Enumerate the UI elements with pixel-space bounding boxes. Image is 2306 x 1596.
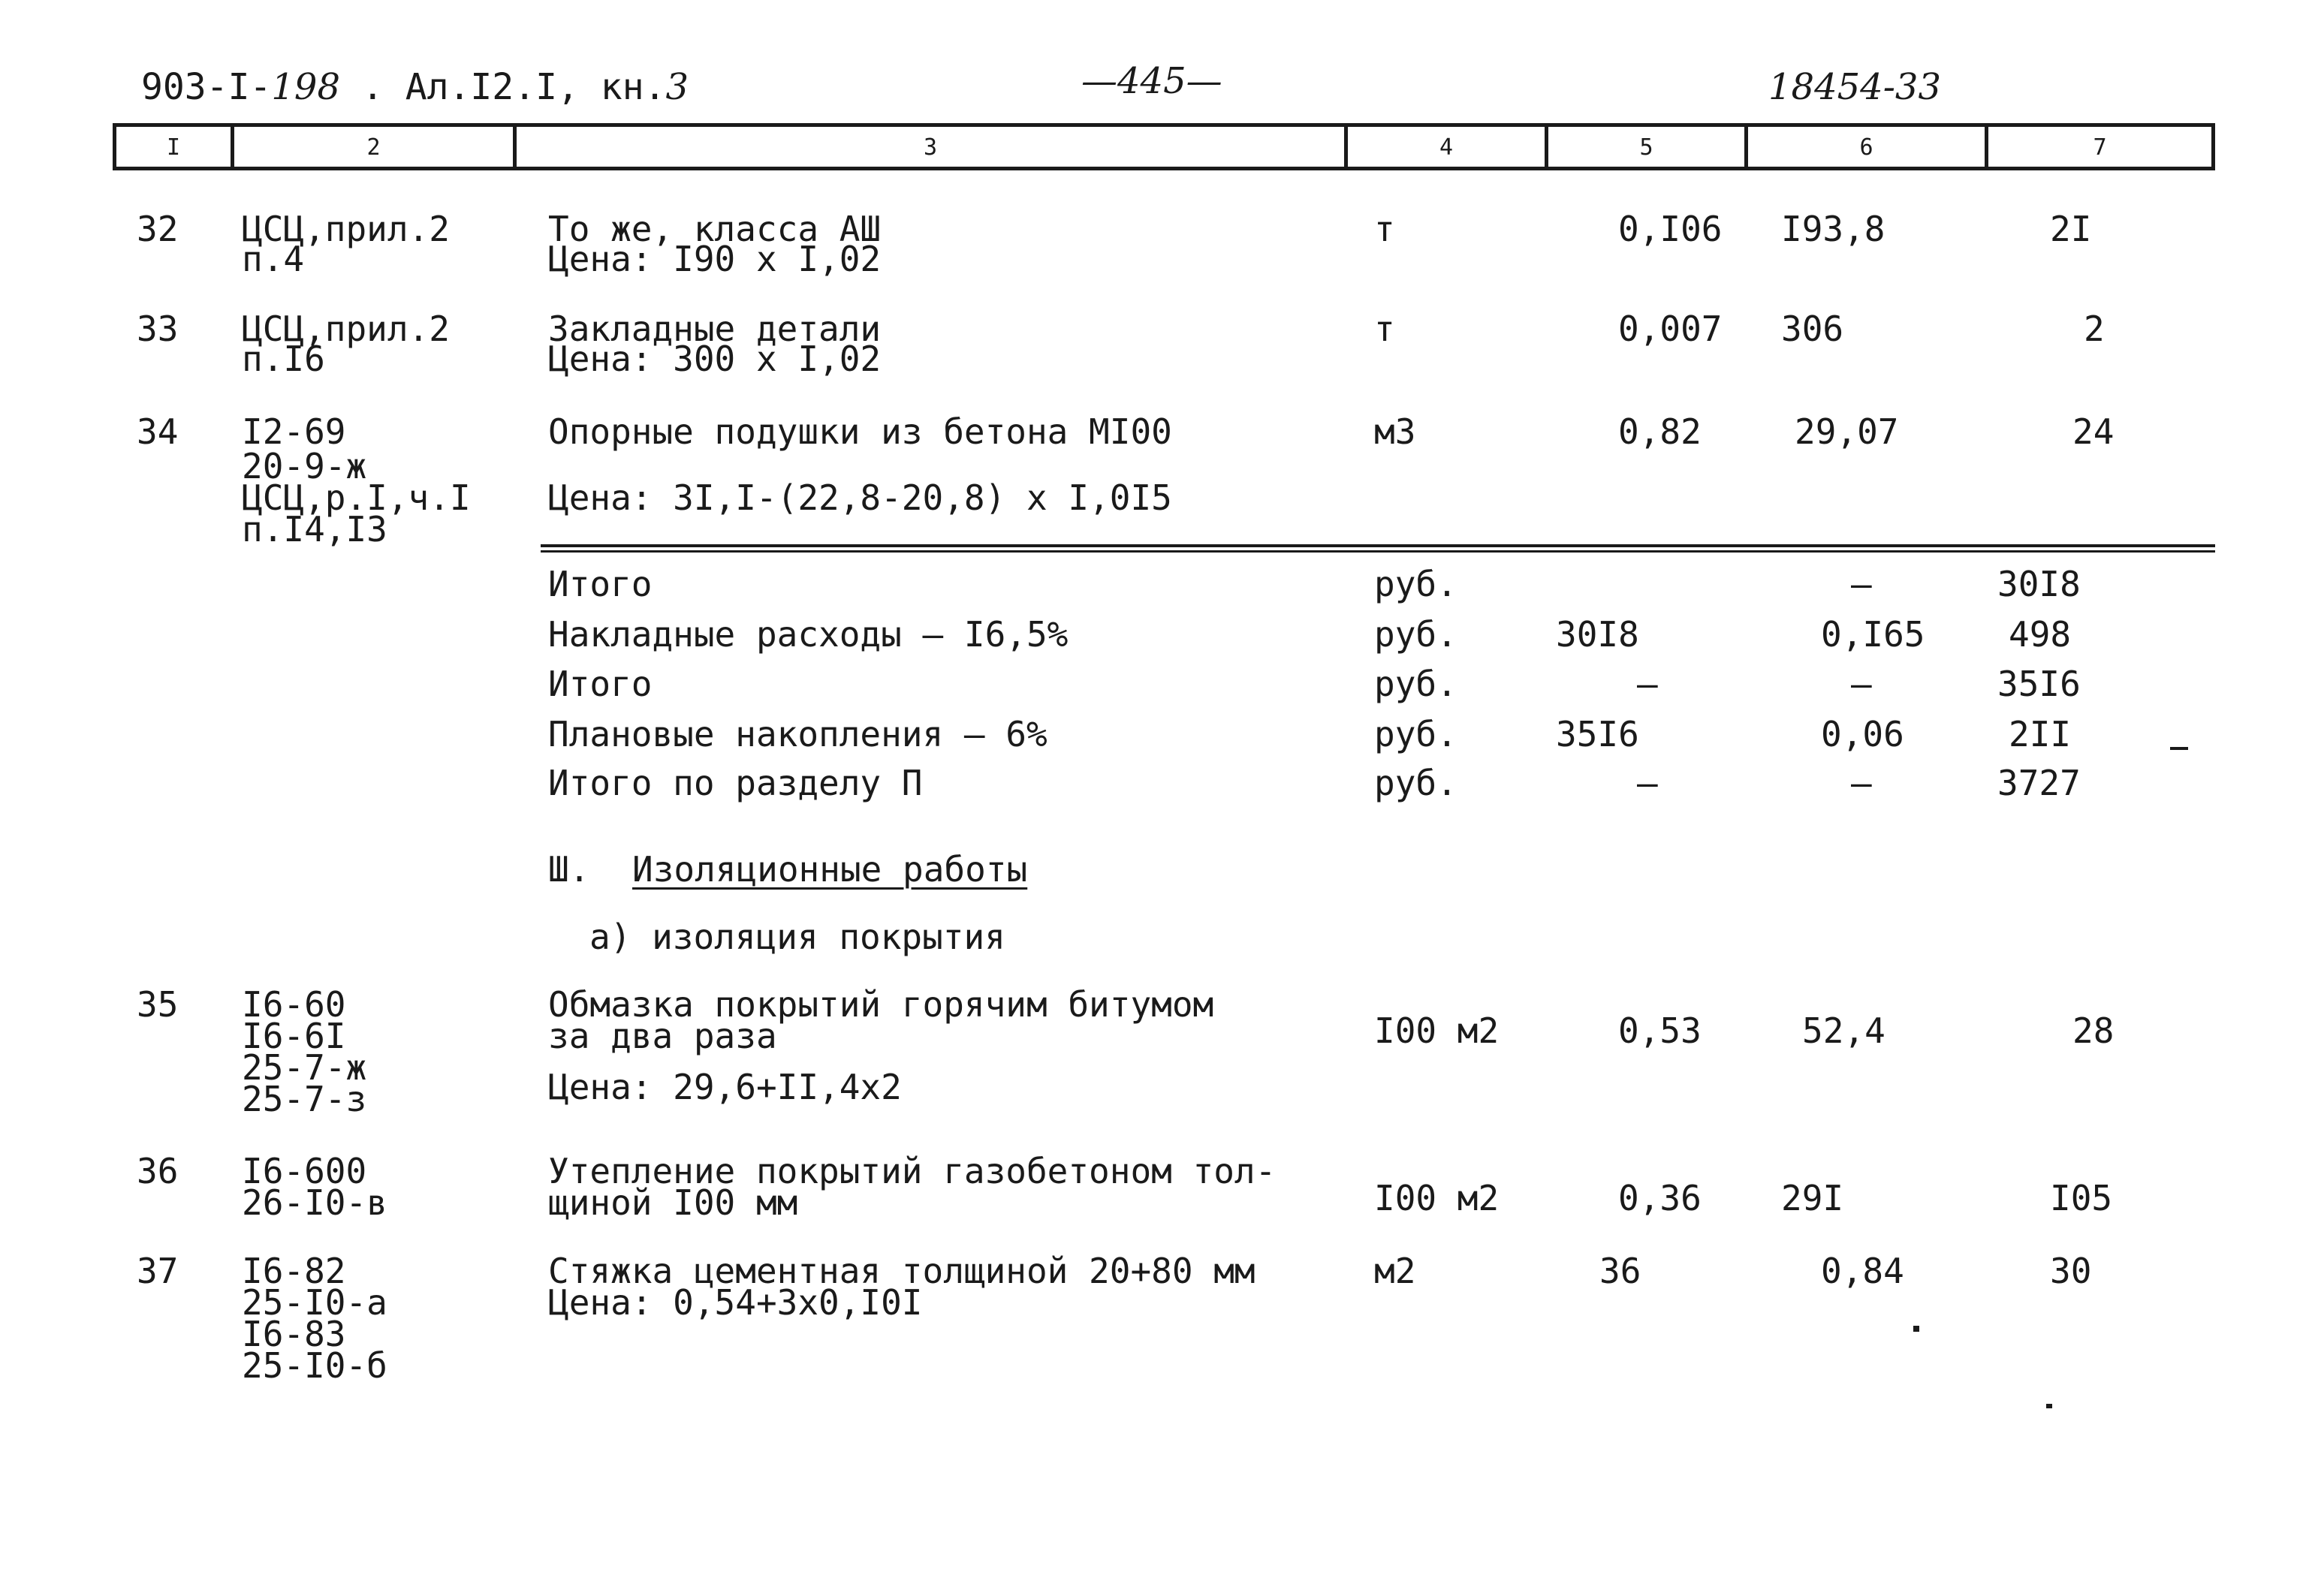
row-35-qty: 0,53 bbox=[1618, 1010, 1702, 1051]
scan-mark bbox=[2170, 747, 2188, 750]
row-35-ref-3: 25-7-ж bbox=[242, 1047, 367, 1088]
row-32-desc-2: Цена: I90 x I,02 bbox=[548, 239, 882, 279]
summary-3-total: 35I6 bbox=[1997, 664, 2081, 704]
row-34-desc-2: Цена: 3I,I-(22,8-20,8) x I,0I5 bbox=[548, 477, 1172, 518]
col-header-7: 7 bbox=[2093, 134, 2107, 161]
summary-4-rate: 0,06 bbox=[1821, 714, 1904, 754]
row-33-desc-1: Закладные детали bbox=[548, 309, 882, 349]
summary-2-rate: 0,I65 bbox=[1821, 614, 1925, 655]
row-35-ref-1: I6-60 bbox=[242, 984, 346, 1025]
row-35-desc-1: Обмазка покрытий горячим битумом bbox=[548, 984, 1214, 1025]
row-36-no: 36 bbox=[137, 1151, 179, 1191]
row-34-no: 34 bbox=[137, 411, 179, 452]
col-header-1: I bbox=[166, 134, 181, 161]
summary-5-label: Итого по разделу П bbox=[548, 763, 923, 803]
row-37-no: 37 bbox=[137, 1251, 179, 1291]
row-34-price: 29,07 bbox=[1795, 411, 1899, 452]
row-34-unit: м3 bbox=[1374, 411, 1416, 452]
row-37-ref-4: 25-I0-б bbox=[242, 1345, 387, 1386]
scan-mark-dot-2 bbox=[1913, 1326, 1919, 1332]
summary-5-base: – bbox=[1637, 763, 1658, 803]
row-37-ref-3: I6-83 bbox=[242, 1314, 346, 1354]
summary-3-base: – bbox=[1637, 664, 1658, 704]
row-34-desc-1: Опорные подушки из бетона МI00 bbox=[548, 411, 1172, 452]
row-36-unit: I00 м2 bbox=[1374, 1178, 1500, 1218]
section-numeral: Ш. bbox=[548, 849, 590, 890]
row-37-ref-1: I6-82 bbox=[242, 1251, 346, 1291]
summary-4-unit: руб. bbox=[1374, 714, 1457, 754]
row-36-ref-1: I6-600 bbox=[242, 1151, 367, 1191]
doc-code-book: 3 bbox=[665, 66, 689, 108]
summary-2-label: Накладные расходы – I6,5% bbox=[548, 614, 1069, 655]
row-36-desc-1: Утепление покрытий газобетоном тол- bbox=[548, 1151, 1277, 1191]
section-title: Изоляционные работы bbox=[632, 849, 1028, 890]
row-32-qty: 0,I06 bbox=[1618, 209, 1723, 249]
summary-3-unit: руб. bbox=[1374, 664, 1457, 704]
row-35-unit: I00 м2 bbox=[1374, 1010, 1500, 1051]
summary-2-unit: руб. bbox=[1374, 614, 1457, 655]
summary-1-rate: – bbox=[1851, 564, 1872, 604]
summary-1-total: 30I8 bbox=[1997, 564, 2081, 604]
row-36-total: I05 bbox=[2050, 1178, 2113, 1218]
row-33-ref-2: п.I6 bbox=[242, 339, 325, 379]
summary-5-unit: руб. bbox=[1374, 763, 1457, 803]
row-33-unit: т bbox=[1374, 309, 1395, 349]
summary-1-unit: руб. bbox=[1374, 564, 1457, 604]
summary-3-rate: – bbox=[1851, 664, 1872, 704]
row-35-no: 35 bbox=[137, 984, 179, 1025]
row-34-total: 24 bbox=[2072, 411, 2115, 452]
summary-3-label: Итого bbox=[548, 664, 653, 704]
row-32-price: I93,8 bbox=[1781, 209, 1885, 249]
row-32-ref-1: ЦСЦ,прил.2 bbox=[242, 209, 450, 249]
doc-code bbox=[141, 66, 689, 108]
sheet-code: 18454-33 bbox=[1768, 66, 1941, 108]
col-header-5: 5 bbox=[1639, 134, 1653, 161]
summary-5-rate: – bbox=[1851, 763, 1872, 803]
summary-2-base: 30I8 bbox=[1556, 614, 1639, 655]
row-34-ref-2: 20-9-ж bbox=[242, 446, 367, 486]
row-33-total: 2 bbox=[2084, 309, 2105, 349]
header-divider-7 bbox=[2211, 123, 2215, 170]
row-33-no: 33 bbox=[137, 309, 179, 349]
row-37-unit: м2 bbox=[1374, 1251, 1416, 1291]
row-33-qty: 0,007 bbox=[1618, 309, 1723, 349]
row-35-ref-2: I6-6I bbox=[242, 1016, 346, 1056]
summary-rule-bottom bbox=[541, 550, 2215, 553]
row-37-total: 30 bbox=[2050, 1251, 2092, 1291]
row-36-price: 29I bbox=[1781, 1178, 1844, 1218]
row-33-price: 306 bbox=[1781, 309, 1844, 349]
summary-2-total: 498 bbox=[2009, 614, 2072, 655]
col-header-2: 2 bbox=[366, 134, 381, 161]
summary-4-label: Плановые накопления – 6% bbox=[548, 714, 1047, 754]
row-32-no: 32 bbox=[137, 209, 179, 249]
summary-4-base: 35I6 bbox=[1556, 714, 1639, 754]
col-header-4: 4 bbox=[1439, 134, 1454, 161]
doc-code-hand: 198 bbox=[271, 66, 341, 108]
row-37-desc-1: Стяжка цементная толщиной 20+80 мм bbox=[548, 1251, 1255, 1291]
row-37-price: 0,84 bbox=[1821, 1251, 1904, 1291]
col-header-6: 6 bbox=[1859, 134, 1873, 161]
row-37-qty: 36 bbox=[1599, 1251, 1641, 1291]
row-35-price: 52,4 bbox=[1802, 1010, 1885, 1051]
row-33-ref-1: ЦСЦ,прил.2 bbox=[242, 309, 450, 349]
row-35-desc-3: Цена: 29,6+II,4x2 bbox=[548, 1067, 902, 1107]
scan-mark-dot bbox=[2046, 1404, 2052, 1408]
row-32-total: 2I bbox=[2050, 209, 2092, 249]
row-32-unit: т bbox=[1374, 209, 1395, 249]
col-header-3: 3 bbox=[923, 134, 938, 161]
doc-code-prefix: 903-I- bbox=[141, 66, 272, 108]
row-34-qty: 0,82 bbox=[1618, 411, 1702, 452]
row-37-desc-2: Цена: 0,54+3x0,I0I bbox=[548, 1282, 923, 1323]
row-32-ref-2: п.4 bbox=[242, 239, 305, 279]
row-34-ref-1: I2-69 bbox=[242, 411, 346, 452]
row-37-ref-2: 25-I0-а bbox=[242, 1282, 387, 1323]
summary-5-total: 3727 bbox=[1997, 763, 2081, 803]
row-34-ref-4: п.I4,I3 bbox=[242, 509, 387, 550]
row-36-desc-2: щиной I00 мм bbox=[548, 1182, 798, 1223]
row-35-ref-4: 25-7-з bbox=[242, 1079, 367, 1119]
subsection-title: а) изоляция покрытия bbox=[589, 917, 1005, 957]
summary-4-total: 2II bbox=[2009, 714, 2072, 754]
row-35-total: 28 bbox=[2072, 1010, 2115, 1051]
row-32-desc-1: То же, класса АШ bbox=[548, 209, 882, 249]
summary-1-label: Итого bbox=[548, 564, 653, 604]
page-number: —445— bbox=[1081, 60, 1222, 102]
row-36-qty: 0,36 bbox=[1618, 1178, 1702, 1218]
row-34-ref-3: ЦСЦ,р.I,ч.I bbox=[242, 477, 471, 518]
row-36-ref-2: 26-I0-в bbox=[242, 1182, 387, 1223]
row-33-desc-2: Цена: 300 x I,02 bbox=[548, 339, 882, 379]
row-35-desc-2: за два раза bbox=[548, 1016, 777, 1056]
doc-code-suffix: . Ал.I2.I, кн. bbox=[340, 66, 666, 108]
summary-rule-top bbox=[541, 544, 2215, 547]
